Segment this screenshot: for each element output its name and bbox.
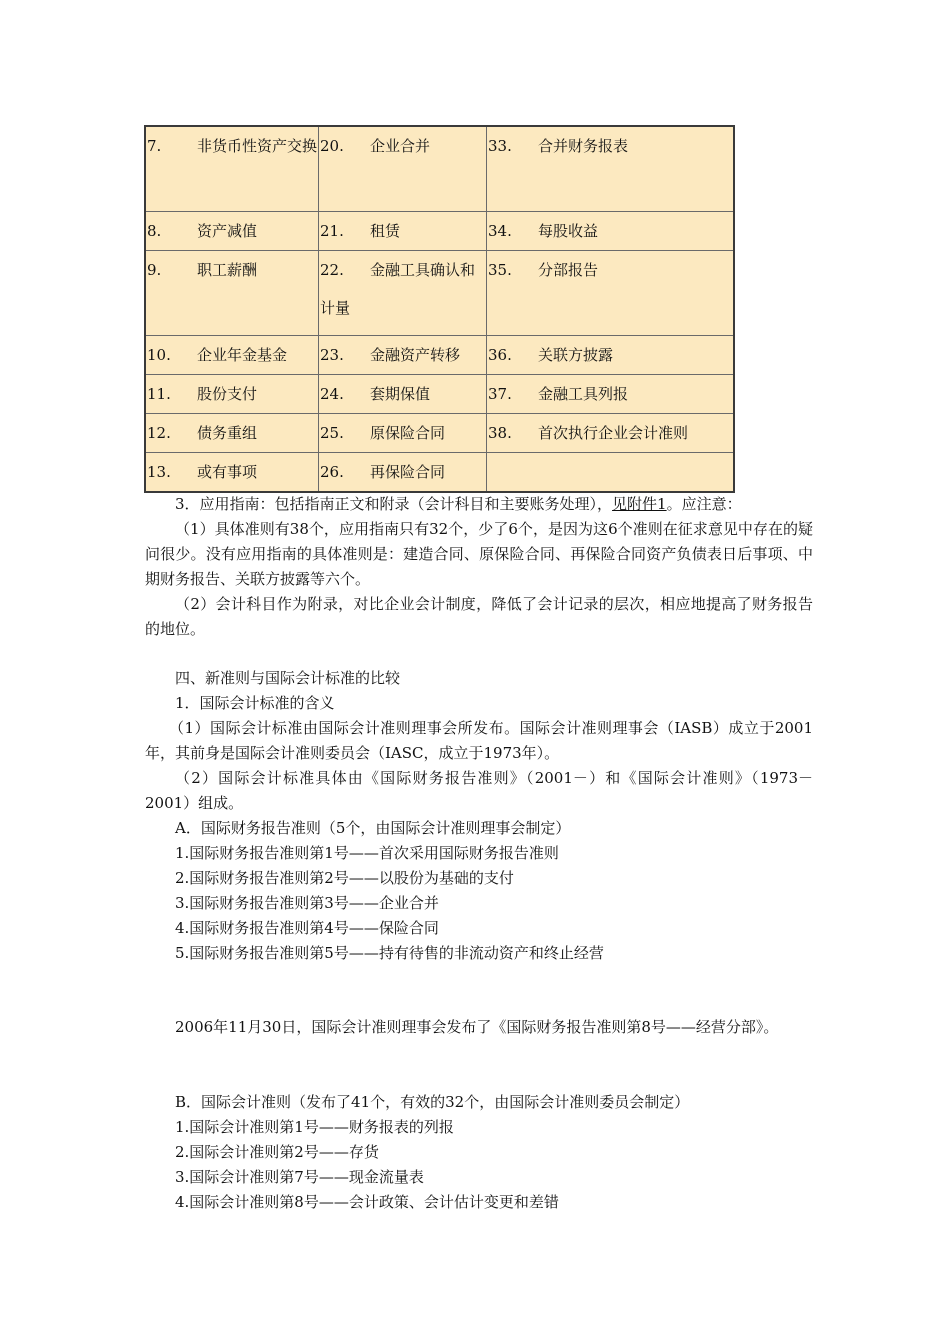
- item-text: 职工薪酬: [197, 261, 258, 279]
- table-cell: [145, 126, 319, 212]
- table-cell: [319, 336, 487, 375]
- item-text: 再保险合同: [370, 463, 446, 481]
- item-number: 12.: [147, 424, 171, 442]
- table-row: [145, 414, 734, 453]
- table-cell: [487, 126, 735, 212]
- item-number: 8.: [147, 222, 162, 240]
- item-text: 企业年金基金: [197, 346, 288, 364]
- item-number: 20.: [320, 137, 344, 155]
- guide-note-2: （2）会计科目作为附录，对比企业会计制度，降低了会计记录的层次，相应地提高了财务报告的地位。: [145, 595, 813, 638]
- item-text: 金融工具列报: [538, 385, 629, 403]
- guide-text-pre: 3．应用指南：包括指南正文和附录（会计科目和主要账务处理），: [175, 495, 613, 513]
- item-number: 36.: [488, 346, 512, 364]
- item-text: 金融工具确认和计量: [320, 261, 476, 317]
- item-text: 套期保值: [370, 385, 431, 403]
- list-item: 4.国际财务报告准则第4号——保险合同: [175, 919, 439, 937]
- ifrs-list-title: A．国际财务报告准则（5个，由国际会计准则理事会制定）: [175, 819, 571, 837]
- table-cell: [319, 375, 487, 414]
- item-number: 10.: [147, 346, 171, 364]
- item-number: 34.: [488, 222, 512, 240]
- item-number: 7.: [147, 137, 162, 155]
- table-cell: [319, 453, 487, 493]
- list-item: 3.国际财务报告准则第3号——企业合并: [175, 894, 439, 912]
- item-number: 11.: [147, 385, 171, 403]
- table-cell: [145, 453, 319, 493]
- table-cell: [487, 375, 735, 414]
- item-text: 合并财务报表: [538, 137, 629, 155]
- table-row: [145, 453, 734, 493]
- item-text: 股份支付: [197, 385, 258, 403]
- guide-paragraph: [145, 492, 813, 517]
- item-text: 原保险合同: [370, 424, 446, 442]
- item-number: 21.: [320, 222, 344, 240]
- list-item: 2.国际会计准则第2号——存货: [175, 1143, 379, 1161]
- table-cell: [145, 375, 319, 414]
- item-number: 22.: [320, 261, 344, 279]
- table-cell: [487, 414, 735, 453]
- attachment-link[interactable]: 见附件1: [612, 495, 667, 513]
- list-item: 1.国际财务报告准则第1号——首次采用国际财务报告准则: [175, 844, 559, 862]
- table-cell: [145, 212, 319, 251]
- table-row: [145, 212, 734, 251]
- item-text: 租赁: [370, 222, 401, 240]
- item-number: 24.: [320, 385, 344, 403]
- table-row: [145, 375, 734, 414]
- item-text: 首次执行企业会计准则: [538, 424, 689, 442]
- item-text: 资产减值: [197, 222, 258, 240]
- item-number: 37.: [488, 385, 512, 403]
- table-cell: [319, 126, 487, 212]
- item-text: 或有事项: [197, 463, 258, 481]
- item-number: 13.: [147, 463, 171, 481]
- table-cell: [487, 212, 735, 251]
- ias-list-title: B．国际会计准则（发布了41个，有效的32个，由国际会计准则委员会制定）: [175, 1093, 690, 1111]
- list-item: 1.国际会计准则第1号——财务报表的列报: [175, 1118, 454, 1136]
- ifrs8-note: 2006年11月30日，国际会计准则理事会发布了《国际财务报告准则第8号——经营分部》。: [175, 1018, 779, 1036]
- definition-paragraph-2: （2）国际会计标准具体由《国际财务报告准则》（2001－）和《国际会计准则》（1973－2001）组成。: [145, 769, 813, 812]
- table-cell: [487, 336, 735, 375]
- guide-text-post: 。应注意：: [666, 495, 742, 513]
- item-text: 债务重组: [197, 424, 258, 442]
- item-text: 金融资产转移: [370, 346, 461, 364]
- list-item: 5.国际财务报告准则第5号——持有待售的非流动资产和终止经营: [175, 944, 604, 962]
- table-cell: [319, 212, 487, 251]
- subsection-heading: 1．国际会计标准的含义: [175, 694, 335, 712]
- table-cell: [319, 251, 487, 336]
- item-number: 33.: [488, 137, 512, 155]
- item-number: 38.: [488, 424, 512, 442]
- item-number: 26.: [320, 463, 344, 481]
- item-text: 分部报告: [538, 261, 599, 279]
- table-cell: [319, 414, 487, 453]
- table-cell: [145, 414, 319, 453]
- item-number: 35.: [488, 261, 512, 279]
- table-cell-empty: [487, 453, 735, 493]
- item-number: 23.: [320, 346, 344, 364]
- table-cell: [145, 336, 319, 375]
- list-item: 4.国际会计准则第8号——会计政策、会计估计变更和差错: [175, 1193, 559, 1211]
- item-number: 25.: [320, 424, 344, 442]
- table-row: [145, 251, 734, 336]
- standards-table: [144, 125, 735, 493]
- item-text: 企业合并: [370, 137, 431, 155]
- item-text: 非货币性资产交换: [197, 137, 318, 155]
- item-number: 9.: [147, 261, 162, 279]
- list-item: 2.国际财务报告准则第2号——以股份为基础的支付: [175, 869, 514, 887]
- table-row: [145, 126, 734, 212]
- table-row: [145, 336, 734, 375]
- table-cell: [145, 251, 319, 336]
- table-cell: [487, 251, 735, 336]
- list-item: 3.国际会计准则第7号——现金流量表: [175, 1168, 424, 1186]
- item-text: 关联方披露: [538, 346, 614, 364]
- guide-note-1: （1）具体准则有38个，应用指南只有32个，少了6个，是因为这6个准则在征求意见中存在的疑问很少。没有应用指南的具体准则是：建造合同、原保险合同、再保险合同资产负债表日后事项、中期财务报告、关联方披露等六个。: [145, 520, 813, 588]
- item-text: 每股收益: [538, 222, 599, 240]
- section-heading: 四、新准则与国际会计标准的比较: [175, 669, 401, 687]
- definition-paragraph-1: （1）国际会计标准由国际会计准则理事会所发布。国际会计准则理事会（IASB）成立于2001年，其前身是国际会计准则委员会（IASC，成立于1973年）。: [145, 719, 813, 762]
